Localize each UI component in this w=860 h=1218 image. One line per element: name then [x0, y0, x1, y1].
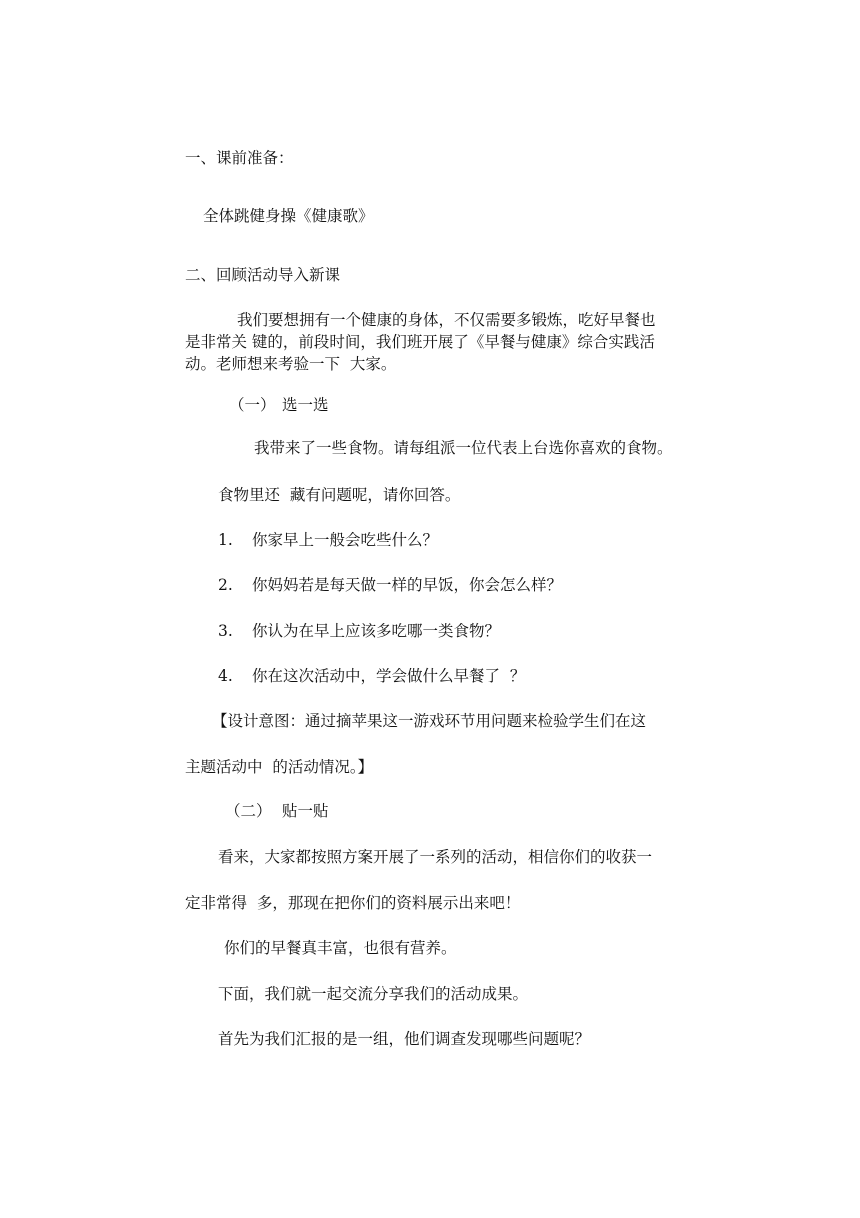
- section1-heading: 一、课前准备：: [185, 149, 294, 167]
- part1-text-1: 我带来了一些食物。请每组派一位代表上台选你喜欢的食物。: [254, 439, 673, 457]
- part2-text-1-line-2: 定非常得 多，那现在把你们的资料展示出来吧！: [185, 894, 521, 912]
- question-number: 2.: [218, 576, 233, 594]
- design-note-line-1: 【设计意图：通过摘苹果这一游戏环节用问题来检验学生们在这: [212, 712, 647, 730]
- part2-title: 贴一贴: [282, 802, 329, 820]
- question-text: 你认为在早上应该多吃哪一类食物？: [252, 622, 501, 640]
- part2-text-2: 你们的早餐真丰富，也很有营养。: [224, 939, 457, 957]
- question-text: 你在这次活动中，学会做什么早餐了 ？: [252, 667, 526, 685]
- question-number: 4.: [218, 667, 233, 685]
- question-text: 你家早上一般会吃些什么？: [252, 531, 439, 549]
- part2-label: （二）: [225, 802, 272, 820]
- question-number: 3.: [218, 622, 233, 640]
- intro-line-1: 我们要想拥有一个健康的身体，不仅需要多锻炼，吃好早餐也: [237, 311, 656, 329]
- section1-text: 全体跳健身操《健康歌》: [203, 207, 374, 225]
- intro-line-2: 是非常关 键的，前段时间，我们班开展了《早餐与健康》综合实践活: [185, 333, 655, 351]
- question-number: 1.: [218, 531, 233, 549]
- design-note-line-2: 主题活动中 的活动情况。】: [185, 758, 374, 776]
- part2-text-4: 首先为我们汇报的是一组，他们调查发现哪些问题呢？: [218, 1030, 591, 1048]
- intro-line-3: 动。老师想来考验一下 大家。: [185, 355, 397, 373]
- section2-heading: 二、回顾活动导入新课: [185, 266, 341, 284]
- part1-title: 选一选: [282, 396, 329, 414]
- part1-label: （一）: [229, 396, 276, 414]
- part2-text-3: 下面，我们就一起交流分享我们的活动成果。: [218, 985, 529, 1003]
- part2-text-1-line-1: 看来，大家都按照方案开展了一系列的活动，相信你们的收获一: [218, 848, 653, 866]
- question-text: 你妈妈若是每天做一样的早饭，你会怎么样？: [252, 576, 563, 594]
- part1-text-2: 食物里还 藏有问题呢，请你回答。: [218, 486, 461, 504]
